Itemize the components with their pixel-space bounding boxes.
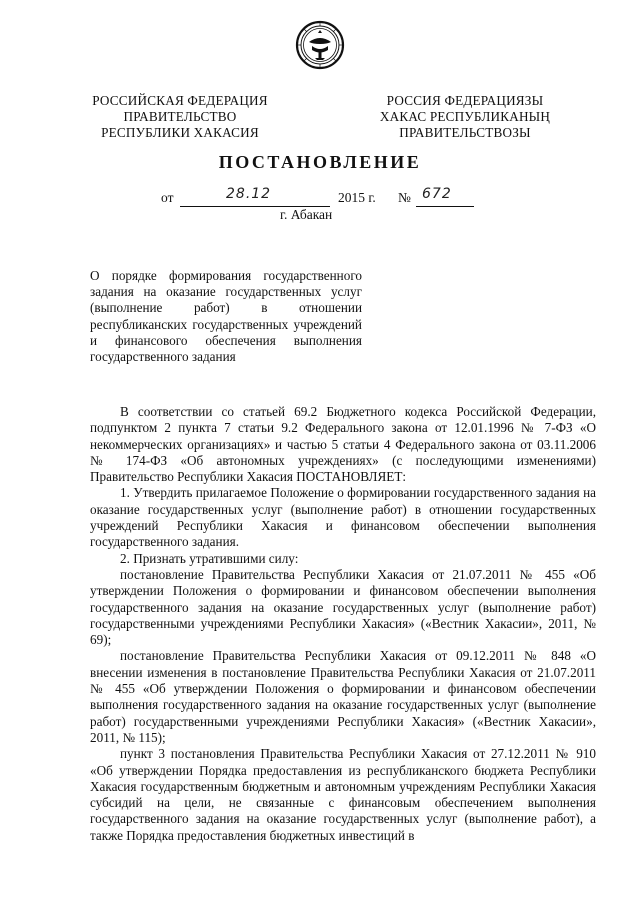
- header-right-line: ХАКАС РЕСПУБЛИКАНЫҢ: [379, 109, 551, 124]
- date-year: 2015 г.: [338, 190, 376, 205]
- paragraph: В соответствии со статьей 69.2 Бюджетного кодекса Российской Федерации, подпунктом 2 пункта 7 статьи 9.2 Федерального закона от 12.01.1996 № 7-ФЗ «О некоммерческих организациях» и частью 5 статьи 4 Федерального закона от 03.11.2006 № 174-ФЗ «Об автономных учреждениях» (с последующими изменениями) Правительство Республики Хакасия ПОСТАНОВЛЯЕТ:: [90, 404, 596, 485]
- number-label: №: [398, 190, 411, 205]
- paragraph: 1. Утвердить прилагаемое Положение о формировании государственного задания на оказание государственных услуг (выполнение работ) в отношении государственных учреждений Республики Хакасия и финансовом обеспечении выполнения государственного задания.: [90, 485, 596, 550]
- paragraph: постановление Правительства Республики Хакасия от 21.07.2011 № 455 «Об утверждении Положения о формировании и финансовом обеспечении выполнения государственного задания на оказание государственных услуг (выполнение работ) государственными учреждениями Республики Хакасия» («Вестник Хакасии», 2011, № 69);: [90, 566, 596, 648]
- header-right-line: РОССИЯ ФЕДЕРАЦИЯЗЫ: [386, 93, 544, 108]
- number-handwritten: 672: [422, 186, 452, 202]
- document-title: ПОСТАНОВЛЕНИЕ: [218, 152, 422, 172]
- date-handwritten: 28.12: [226, 186, 272, 202]
- date-from-label: от: [161, 190, 174, 205]
- city: г. Абакан: [280, 207, 333, 222]
- number-field: [416, 186, 474, 207]
- subject-text: О порядке формирования государственного задания на оказание государственных услуг (выполнение работ) в отношении республиканских государственных учреждений и финансового обеспечения выполнения государственного задания: [90, 268, 362, 365]
- header-right-line: ПРАВИТЕЛЬСТВОЗЫ: [399, 125, 531, 140]
- subject-block: [90, 268, 362, 365]
- paragraph: пункт 3 постановления Правительства Республики Хакасия от 27.12.2011 № 910 «Об утверждении Порядка предоставления из республиканского бюджета Республики Хакасия государственным бюджетным и автономным учреждениям Республики Хакасия субсидий на цели, не связанные с финансовым обеспечением выполнения государственного задания на оказание государственных услуг (выполнение работ), а также Порядка предоставления бюджетных инвестиций в: [90, 746, 596, 843]
- paragraph: постановление Правительства Республики Хакасия от 09.12.2011 № 848 «О внесении изменения в постановление Правительства Республики Хакасия от 21.07.2011 № 455 «Об утверждении Положения о формировании и финансовом обеспечении выполнения государственного задания на оказание государственных услуг (выполнение работ) государственными учреждениями Республики Хакасия» («Вестник Хакасии», 2011, № 115);: [90, 648, 596, 745]
- body-text: [90, 404, 596, 844]
- date-field: [180, 186, 330, 207]
- paragraph: 2. Признать утратившими силу:: [120, 550, 299, 566]
- coat-of-arms-icon: [295, 20, 345, 70]
- header-left-line: РОССИЙСКАЯ ФЕДЕРАЦИЯ: [92, 93, 268, 108]
- header-left-line: РЕСПУБЛИКИ ХАКАСИЯ: [101, 125, 259, 140]
- header-left-line: ПРАВИТЕЛЬСТВО: [123, 109, 237, 124]
- header-right: [345, 93, 585, 141]
- header-left: [60, 93, 300, 141]
